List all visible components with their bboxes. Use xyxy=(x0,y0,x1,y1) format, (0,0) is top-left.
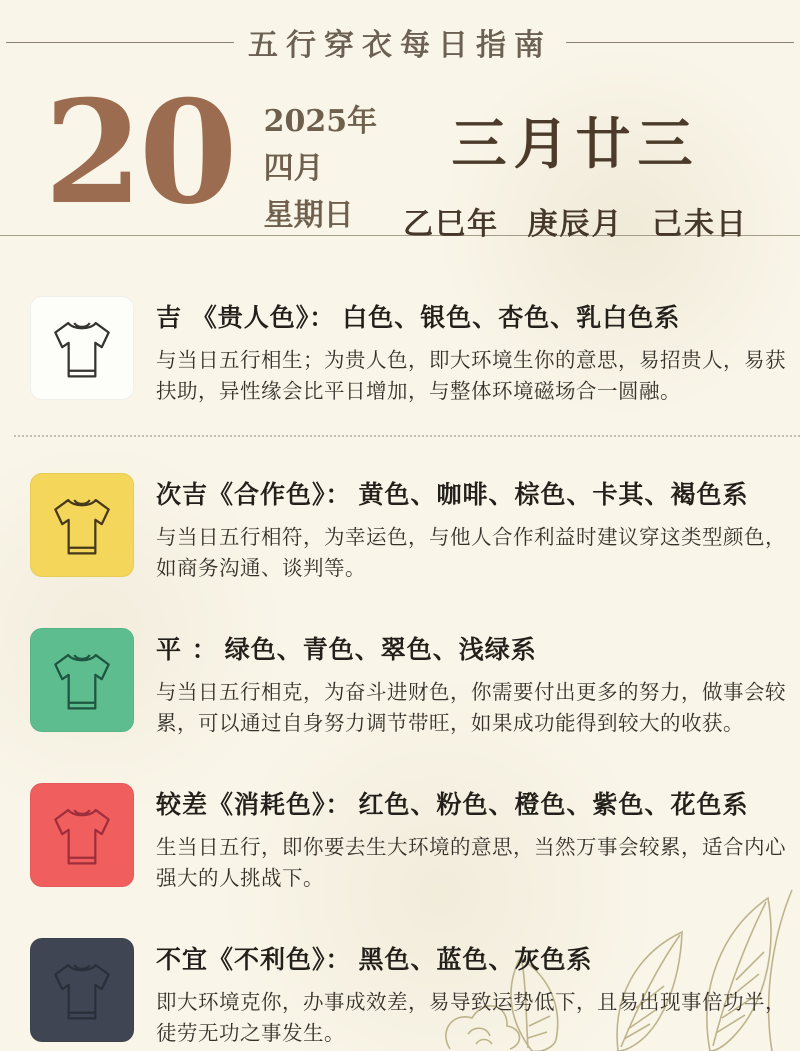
section-secondary-auspicious xyxy=(30,473,786,584)
rating-label: 次吉《合作色》： xyxy=(156,480,352,509)
ganzhi-date: 乙巳年 庚辰月 己未日 xyxy=(403,207,748,242)
title-rule-left xyxy=(6,42,234,43)
section-heading xyxy=(156,298,786,334)
tshirt-tile-red xyxy=(30,783,134,887)
date-year: 2025年 xyxy=(263,104,378,139)
tshirt-tile-white xyxy=(30,296,134,400)
section-texts xyxy=(156,938,786,1049)
section-unfavorable xyxy=(30,938,786,1049)
sections-list xyxy=(0,236,800,1049)
section-auspicious xyxy=(30,296,786,407)
date-weekday: 星期日 xyxy=(263,198,354,233)
section-poor xyxy=(30,783,786,894)
rating-label: 不宜《不利色》： xyxy=(156,945,352,974)
header xyxy=(0,0,800,242)
gregorian-date xyxy=(264,88,378,239)
lunar-date-block xyxy=(377,88,774,243)
day-number: 20 xyxy=(44,70,234,236)
tshirt-icon xyxy=(39,792,125,878)
tshirt-tile-dark xyxy=(30,938,134,1042)
color-list: 红色、粉色、橙色、紫色、花色系 xyxy=(358,790,749,819)
color-list: 黑色、蓝色、灰色系 xyxy=(358,945,593,974)
section-description: 与当日五行相克，为奋斗进财色，你需要付出更多的努力，做事会较累，可以通过自身努力调节带旺，如果成功能得到较大的收获。 xyxy=(156,680,786,735)
title-row xyxy=(6,20,794,64)
dotted-divider xyxy=(14,435,800,437)
section-texts xyxy=(156,628,786,739)
section-description: 即大环境克你，办事成效差，易导致运势低下，且易出现事倍功半，徒劳无功之事发生。 xyxy=(156,990,786,1045)
section-description: 与当日五行相符，为幸运色，与他人合作利益时建议穿这类型颜色，如商务沟通、谈判等。 xyxy=(156,525,786,580)
rating-label: 吉 《贵人色》： xyxy=(156,303,336,332)
section-description: 生当日五行，即你要去生大环境的意思，当然万事会较累，适合内心强大的人挑战下。 xyxy=(156,835,786,890)
tshirt-icon xyxy=(39,947,125,1033)
section-texts xyxy=(156,473,786,584)
color-list: 白色、银色、杏色、乳白色系 xyxy=(342,303,681,332)
section-heading xyxy=(156,630,786,666)
color-list: 绿色、青色、翠色、浅绿系 xyxy=(224,635,537,664)
tshirt-tile-yellow xyxy=(30,473,134,577)
section-texts xyxy=(156,296,786,407)
section-heading xyxy=(156,475,786,511)
section-heading xyxy=(156,785,786,821)
page-title: 五行穿衣每日指南 xyxy=(248,28,552,63)
color-list: 黄色、咖啡、棕色、卡其、褐色系 xyxy=(358,480,749,509)
section-heading xyxy=(156,940,786,976)
tshirt-icon xyxy=(39,482,125,568)
title-rule-right xyxy=(566,42,794,43)
tshirt-icon xyxy=(39,305,125,391)
tshirt-icon xyxy=(39,637,125,723)
date-month: 四月 xyxy=(263,151,324,186)
rating-label: 较差《消耗色》： xyxy=(156,790,352,819)
section-texts xyxy=(156,783,786,894)
lunar-date: 三月廿三 xyxy=(451,111,700,176)
section-description: 与当日五行相生；为贵人色，即大环境生你的意思，易招贵人，易获扶助，异性缘会比平日增加，与整体环境磁场合一圆融。 xyxy=(156,348,786,403)
tshirt-tile-green xyxy=(30,628,134,732)
date-row xyxy=(6,64,794,243)
section-neutral xyxy=(30,628,786,739)
rating-label: 平 ： xyxy=(156,635,218,664)
